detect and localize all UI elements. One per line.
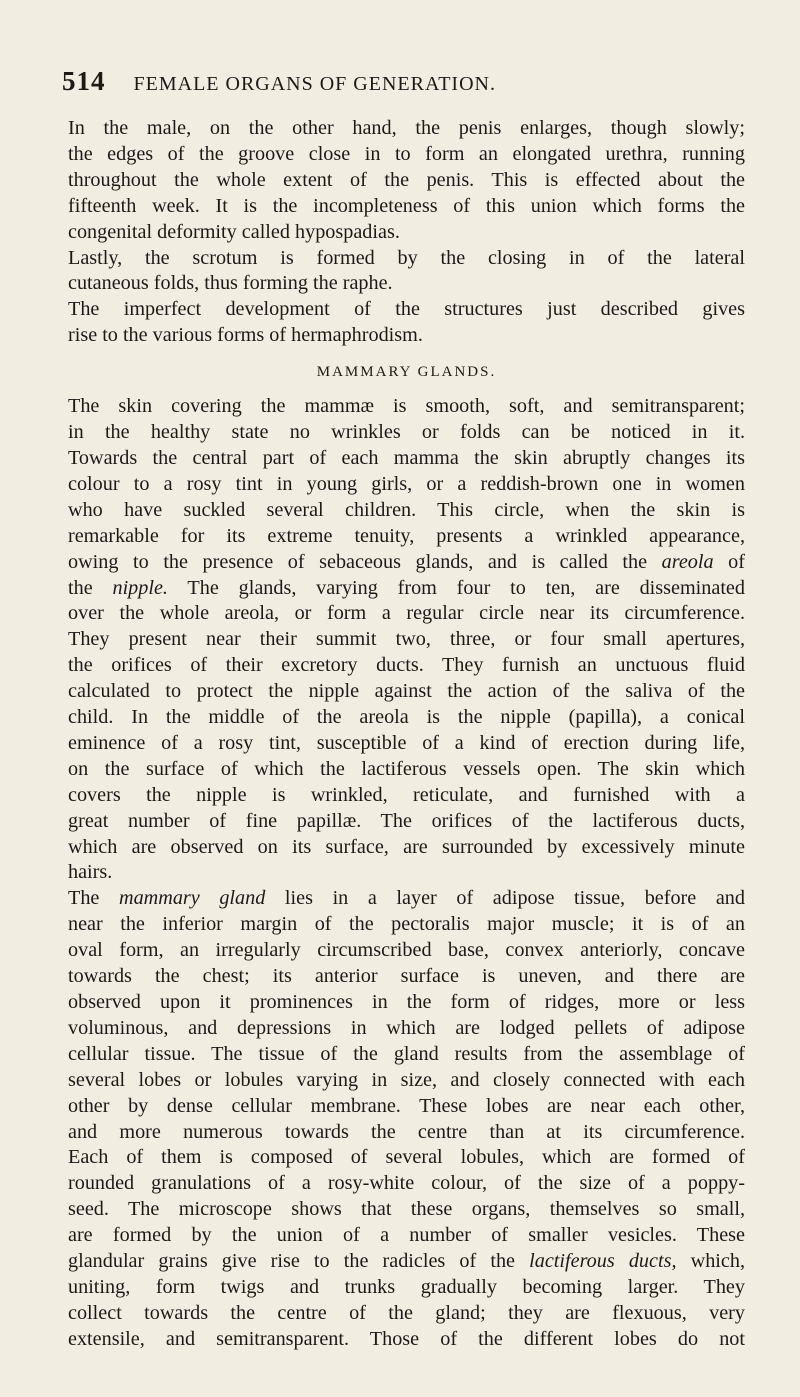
text-line: which are observed on its surface, are surrounded by excessively minute xyxy=(68,835,745,858)
text-line: Towards the central part of each mamma the skin abruptly changes its xyxy=(68,446,745,469)
paragraph-male-development xyxy=(68,116,745,246)
text-line: cellular tissue. The tissue of the gland results from the assemblage of xyxy=(68,1042,745,1065)
text-fragment: The xyxy=(68,887,119,910)
text-line: Lastly, the scrotum is formed by the closing in of the lateral xyxy=(68,246,745,269)
italic-term-areola: areola xyxy=(661,550,714,573)
body-text xyxy=(68,116,745,1353)
text-line: who have suckled several children. This circle, when the skin is xyxy=(68,498,745,521)
paragraph-hermaphrodism xyxy=(68,297,745,349)
page-header xyxy=(62,66,742,97)
text-line: on the surface of which the lactiferous vessels open. The skin which xyxy=(68,757,745,780)
text-fragment: lies in a layer of adipose tissue, before and xyxy=(265,887,745,910)
text-fragment: The glands, varying from four to ten, are disseminated xyxy=(167,576,745,599)
text-fragment: of xyxy=(713,550,745,573)
text-line: in the healthy state no wrinkles or folds can be noticed in it. xyxy=(68,421,745,444)
text-line: rise to the various forms of hermaphrodism. xyxy=(68,324,423,347)
text-line: They present near their summit two, three, or four small apertures, xyxy=(68,628,745,651)
text-line: and more numerous towards the centre than at its circumference. xyxy=(68,1120,745,1143)
text-line: calculated to protect the nipple against the action of the saliva of the xyxy=(68,680,745,703)
text-line: uniting, form twigs and trunks gradually becoming larger. They xyxy=(68,1275,745,1298)
text-line: over the whole areola, or form a regular circle near its circumference. xyxy=(68,602,745,625)
text-line: The imperfect development of the structures just described gives xyxy=(68,298,745,321)
text-line: remarkable for its extreme tenuity, presents a wrinkled appearance, xyxy=(68,524,745,547)
paragraph-skin-of-mammae xyxy=(68,394,745,886)
text-line: rounded granulations of a rosy-white colour, of the size of a poppy- xyxy=(68,1172,745,1195)
text-line: several lobes or lobules varying in size, and closely connected with each xyxy=(68,1068,745,1091)
text-line: voluminous, and depressions in which are lodged pellets of adipose xyxy=(68,1016,745,1039)
text-fragment: the xyxy=(68,576,113,599)
text-fragment: glandular grains give rise to the radicles of the xyxy=(68,1250,530,1273)
text-line: eminence of a rosy tint, susceptible of a kind of erection during life, xyxy=(68,731,745,754)
text-line: throughout the whole extent of the penis. This is effected about the xyxy=(68,168,745,191)
text-line: Each of them is composed of several lobules, which are formed of xyxy=(68,1146,745,1169)
text-line: oval form, an irregularly circumscribed base, convex anteriorly, concave xyxy=(68,939,745,962)
text-line: observed upon it prominences in the form of ridges, more or less xyxy=(68,991,745,1013)
text-line: great number of fine papillæ. The orifices of the lactiferous ducts, xyxy=(68,809,745,832)
text-line: The skin covering the mammæ is smooth, soft, and semitransparent; xyxy=(68,395,745,418)
text-line xyxy=(68,550,745,576)
text-line: fifteenth week. It is the incompleteness of this union which forms the xyxy=(68,194,745,217)
page-number: 514 xyxy=(62,66,106,96)
text-line: towards the chest; its anterior surface is uneven, and there are xyxy=(68,965,745,988)
text-line: are formed by the union of a number of smaller vesicles. These xyxy=(68,1224,745,1247)
text-line: the edges of the groove close in to form an elongated urethra, running xyxy=(68,142,745,165)
paragraph-scrotum xyxy=(68,246,745,298)
text-line: collect towards the centre of the gland; they are flexuous, very xyxy=(68,1301,745,1324)
text-line: cutaneous folds, thus forming the raphe. xyxy=(68,272,393,295)
text-line xyxy=(68,576,745,602)
text-line xyxy=(68,1249,745,1275)
text-line: In the male, on the other hand, the penis enlarges, though slowly; xyxy=(68,117,745,139)
italic-term-lactiferous-ducts: lactiferous ducts, xyxy=(529,1250,677,1273)
text-line xyxy=(68,886,745,912)
text-line: child. In the middle of the areola is the nipple (papilla), a conical xyxy=(68,706,745,729)
section-heading: MAMMARY GLANDS. xyxy=(316,364,497,381)
text-line: congenital deformity called hypospadias. xyxy=(68,220,400,243)
text-line: extensile, and semitransparent. Those of the different lobes do not xyxy=(68,1327,745,1350)
text-line: colour to a rosy tint in young girls, or a reddish-brown one in women xyxy=(68,472,745,495)
text-fragment: which, xyxy=(676,1250,745,1273)
text-line: hairs. xyxy=(68,861,113,884)
running-title: FEMALE ORGANS OF GENERATION. xyxy=(133,73,496,95)
text-fragment: owing to the presence of sebaceous glands, and is called the xyxy=(68,550,662,573)
text-line: covers the nipple is wrinkled, reticulate, and furnished with a xyxy=(68,783,745,806)
text-line: near the inferior margin of the pectoralis major muscle; it is of an xyxy=(68,913,745,936)
text-line: seed. The microscope shows that these organs, themselves so small, xyxy=(68,1198,745,1221)
text-line: other by dense cellular membrane. These lobes are near each other, xyxy=(68,1094,745,1117)
italic-term-nipple: nipple. xyxy=(112,576,168,599)
text-line: the orifices of their excretory ducts. They furnish an unctuous fluid xyxy=(68,654,745,677)
italic-term-mammary-gland: mammary gland xyxy=(119,887,266,910)
paragraph-mammary-gland xyxy=(68,886,745,1352)
